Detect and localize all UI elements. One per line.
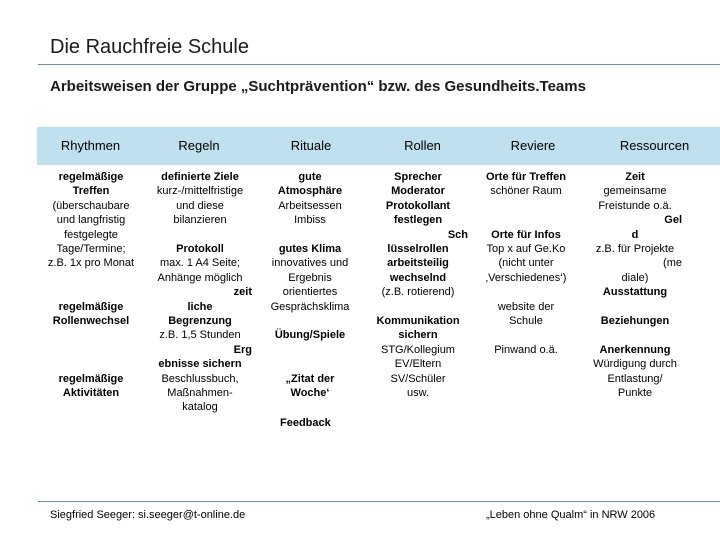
ressourcen-line: Anerkennung — [599, 343, 671, 356]
regeln-line: ebnisse sichern — [158, 358, 242, 371]
rollen-line: EV/Eltern — [394, 358, 442, 371]
rituale-line: Atmosphäre — [277, 185, 343, 198]
rhythmen-line: Aktivitäten — [62, 387, 120, 400]
footer-author: Siegfried Seeger: si.seeger@t-online.de — [50, 509, 246, 521]
header-reviere: Reviere — [510, 138, 556, 153]
regeln-line: kurz-/mittelfristige — [156, 185, 244, 198]
ressourcen-line: gemeinsame — [603, 185, 667, 198]
ressourcen-line: d — [631, 228, 639, 241]
rituale-line: Übung/Spiele — [274, 329, 346, 342]
regeln-line: zeit — [233, 286, 252, 299]
rhythmen-line — [40, 357, 142, 371]
column-ressourcen — [588, 170, 682, 400]
column-reviere — [476, 170, 576, 357]
reviere-line: website der — [497, 300, 555, 313]
reviere-line: schöner Raum — [490, 185, 562, 198]
rituale-line — [258, 343, 362, 357]
rituale-line — [258, 314, 362, 328]
ressourcen-line: Würdigung durch — [593, 358, 677, 371]
rhythmen-line: festgelegte — [64, 228, 118, 241]
rollen-line: arbeitsteilig — [387, 257, 449, 270]
reviere-line: Top x auf Ge.Ko — [486, 243, 566, 255]
rollen-line: sichern — [398, 329, 438, 342]
rituale-line: gute — [298, 171, 322, 183]
ressourcen-line: Punkte — [617, 387, 653, 400]
rituale-line: orientiertes — [282, 286, 338, 299]
rhythmen-line: (überschaubare — [52, 199, 130, 212]
header-regeln: Regeln — [178, 138, 220, 153]
rhythmen-line — [40, 328, 142, 342]
ressourcen-line — [588, 300, 682, 314]
column-regeln — [148, 170, 252, 415]
regeln-line: liche — [187, 300, 213, 313]
reviere-line: (nicht unter — [498, 257, 554, 270]
reviere-line — [476, 285, 576, 299]
ressourcen-line: z.B. für Projekte — [595, 243, 675, 256]
rollen-line: (z.B. rotierend) — [381, 286, 455, 299]
header-ressourcen: Ressourcen — [619, 138, 690, 153]
rhythmen-line: z.B. 1x pro Monat — [47, 257, 135, 270]
rollen-line: festlegen — [393, 214, 443, 227]
rituale-line — [258, 228, 362, 242]
rhythmen-line: und langfristig — [56, 214, 126, 227]
ressourcen-line: diale) — [621, 271, 649, 284]
feedback-label: Feedback — [280, 417, 331, 429]
ressourcen-line: Freistunde o.ä. — [598, 199, 672, 212]
header-rituale: Rituale — [290, 138, 332, 153]
ressourcen-line: (me — [663, 257, 682, 270]
rhythmen-line: regelmäßige — [58, 171, 124, 183]
ressourcen-line: Beziehungen — [600, 315, 670, 328]
regeln-line: Beschlussbuch, — [161, 372, 239, 385]
regeln-line: Maßnahmen- — [167, 387, 233, 400]
rollen-line: usw. — [406, 387, 429, 400]
rituale-line: Imbiss — [294, 214, 326, 227]
column-rollen — [368, 170, 468, 400]
rhythmen-line: regelmäßige — [58, 372, 124, 385]
reviere-line — [476, 199, 576, 213]
rituale-line: gutes Klima — [278, 243, 342, 256]
regeln-line — [148, 228, 252, 242]
rollen-line: SV/Schüler — [390, 372, 446, 385]
rollen-line: Sch — [447, 228, 468, 241]
rollen-line: wechselnd — [389, 271, 447, 284]
rituale-line: Woche‘ — [290, 387, 330, 400]
ressourcen-line: Gel — [664, 214, 682, 227]
rituale-line: „Zitat der — [285, 372, 335, 385]
top-divider — [38, 64, 720, 65]
regeln-line: definierte Ziele — [161, 171, 239, 183]
regeln-line: Erg — [233, 343, 252, 356]
rollen-line: Kommunikation — [376, 315, 460, 328]
regeln-line: Protokoll — [176, 243, 224, 256]
reviere-line: Orte für Treffen — [485, 171, 567, 183]
regeln-line: bilanzieren — [173, 214, 227, 227]
reviere-line — [476, 328, 576, 342]
rituale-line: Arbeitsessen — [278, 199, 342, 212]
rituale-line — [258, 357, 362, 371]
rituale-line: innovatives und — [271, 257, 349, 270]
header-rollen: Rollen — [404, 138, 441, 153]
ressourcen-line: Ausstattung — [602, 286, 668, 299]
rhythmen-line: Tage/Termine; — [56, 243, 126, 256]
rollen-line: Protokollant — [385, 199, 451, 212]
rollen-line: lüsselrollen — [387, 243, 449, 256]
rollen-line: STG/Kollegium — [381, 343, 455, 356]
bottom-divider — [38, 501, 720, 502]
reviere-line — [476, 213, 576, 227]
column-rhythmen — [40, 170, 142, 400]
page-title: Die Rauchfreie Schule — [50, 36, 249, 58]
regeln-line: Anhänge möglich — [157, 271, 243, 284]
regeln-line: und diese — [176, 199, 224, 212]
page-subtitle: Arbeitsweisen der Gruppe „Suchtprävention“ bzw. des Gesundheits.Teams — [50, 78, 586, 95]
reviere-line: Orte für Infos — [491, 228, 561, 241]
regeln-line: Begrenzung — [168, 315, 232, 328]
reviere-line: Pinwand o.ä. — [494, 343, 558, 356]
reviere-line: ‚Verschiedenes‘) — [485, 271, 567, 284]
reviere-line: Schule — [509, 315, 543, 328]
ressourcen-line — [588, 328, 682, 342]
rhythmen-line: Rollenwechsel — [52, 315, 130, 328]
rhythmen-line — [40, 271, 142, 285]
regeln-line: z.B. 1,5 Stunden — [159, 329, 241, 342]
header-rhythmen: Rhythmen — [60, 138, 121, 153]
rituale-line: Ergebnis — [288, 271, 332, 284]
rhythmen-line: regelmäßige — [58, 300, 124, 313]
ressourcen-line: Zeit — [625, 171, 645, 183]
rhythmen-line: Treffen — [72, 185, 110, 198]
rhythmen-line — [40, 285, 142, 299]
regeln-line: katalog — [182, 401, 218, 414]
rollen-line: Moderator — [391, 185, 445, 198]
rhythmen-line — [40, 343, 142, 357]
ressourcen-line: Entlastung/ — [607, 372, 663, 385]
regeln-line: max. 1 A4 Seite; — [159, 257, 241, 270]
rollen-line — [368, 300, 468, 314]
rollen-line: Sprecher — [394, 171, 442, 183]
footer-campaign: „Leben ohne Qualm“ in NRW 2006 — [486, 509, 656, 521]
table-header-row — [37, 127, 720, 165]
column-rituale — [258, 170, 362, 400]
rituale-line: Gesprächsklima — [270, 300, 350, 313]
